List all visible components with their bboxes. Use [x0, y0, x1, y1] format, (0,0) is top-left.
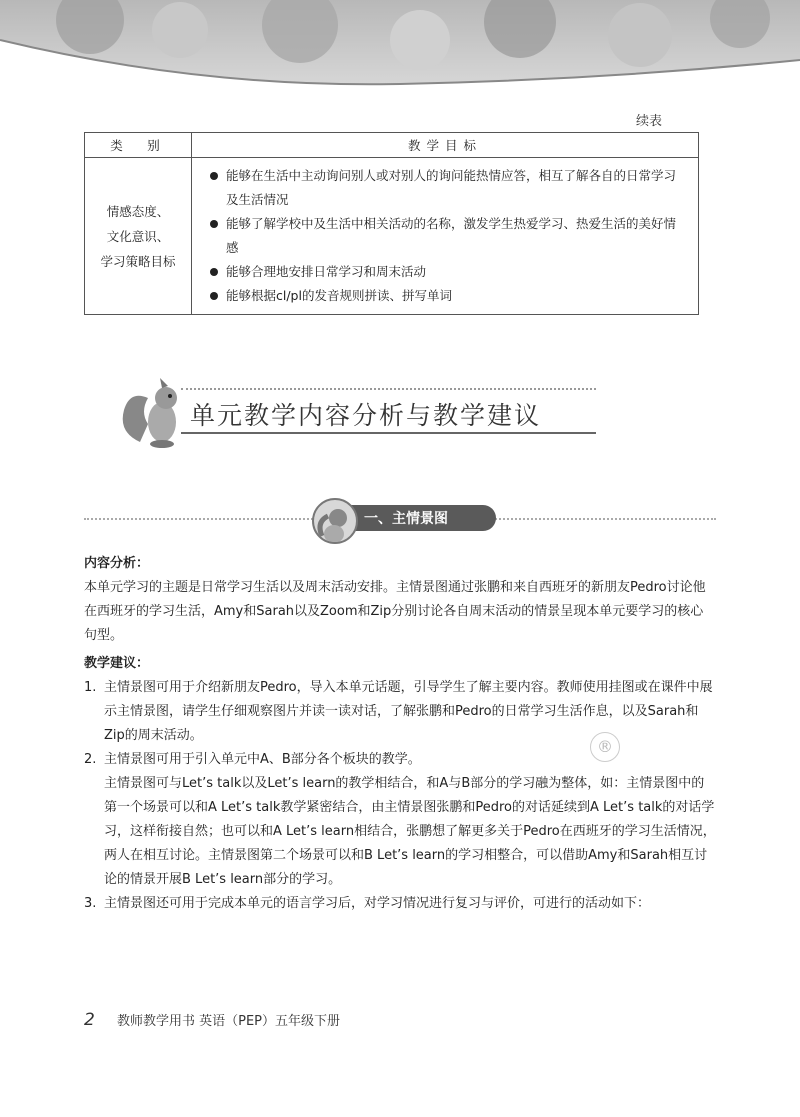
- suggestion-text: 主情景图还可用于完成本单元的语言学习后，对学习情况进行复习与评价，可进行的活动如下：: [104, 896, 651, 911]
- header-banner: [0, 0, 800, 95]
- goal-item: 能够在生活中主动询问别人或对别人的询问能热情应答，相互了解各自的日常学习及生活情况: [206, 164, 688, 212]
- goal-item: 能够了解学校中及生活中相关活动的名称，激发学生热爱学习、热爱生活的美好情感: [206, 212, 688, 260]
- squirrel-badge-icon: [312, 498, 358, 544]
- suggestion-item: [84, 676, 716, 748]
- suggestion-text: 主情景图可用于引入单元中A、B部分各个板块的教学。: [104, 752, 421, 767]
- page-footer: [84, 1010, 340, 1030]
- goal-item: 能够合理地安排日常学习和周末活动: [206, 260, 688, 284]
- body-text: [84, 552, 716, 916]
- goals-header: 教学目标: [192, 133, 699, 158]
- suggestion-number: 3.: [84, 896, 97, 911]
- suggestion-item: [84, 748, 716, 892]
- content-paragraph: 本单元学习的主题是日常学习生活以及周末活动安排。主情景图通过张鹏和来自西班牙的新朋友Pedro讨论他在西班牙的学习生活，Amy和Sarah以及Zoom和Zip分别讨论各自周末活动的情景呈现本单元要学习的核心句型。: [84, 580, 706, 643]
- section-bottom-rule: [181, 432, 596, 434]
- goal-item: 能够根据cl/pl的发音规则拼读、拼写单词: [206, 284, 688, 308]
- category-line: 文化意识、: [106, 229, 170, 244]
- page-number: 2: [84, 1010, 95, 1030]
- category-line: 学习策略目标: [100, 254, 176, 269]
- suggestion-heading: 教学建议：: [84, 656, 150, 671]
- content-heading: 内容分析：: [84, 556, 150, 571]
- category-line: 情感态度、: [106, 204, 170, 219]
- goals-cell: [192, 158, 699, 315]
- suggestion-text: 主情景图可用于介绍新朋友Pedro，导入本单元话题，引导学生了解主要内容。教师使用挂图或在课件中展示主情景图，请学生仔细观察图片并读一读对话，了解张鹏和Pedro的日常学习生活作息，以及Sarah和Zip的周末活动。: [104, 680, 713, 743]
- squirrel-icon: [118, 372, 188, 456]
- continued-label: 续表: [635, 114, 662, 129]
- suggestion-item: [84, 892, 716, 916]
- subsection-title: 一、主情景图: [364, 511, 448, 527]
- suggestion-number: 1.: [84, 680, 97, 695]
- goals-table: [84, 132, 699, 315]
- section-title: 单元教学内容分析与教学建议: [190, 401, 542, 430]
- category-header: 类 别: [85, 133, 192, 158]
- section-top-rule: [181, 388, 596, 390]
- suggestion-number: 2.: [84, 752, 97, 767]
- suggestion-detail: 主情景图可与Let’s talk以及Let’s learn的教学相结合，和A与B部分的学习融为整体，如：主情景图中的第一个场景可以和A Let’s talk教学紧密结合，由主情景图张鹏和Pedro的对话延续到A Let’s talk的对话学习，这样衔接自然；也可以和A Let’s learn相结合，张鹏想了解更多关于Pedro在西班牙的学习生活情况，两人在相互讨论。主情景图第二个场景可以和B Let’s learn的学习相整合，可以借助Amy和Sarah相互讨论的情景开展B Let’s learn部分的学习。: [104, 776, 716, 887]
- registered-mark: ®: [590, 732, 620, 762]
- category-cell: [85, 158, 192, 315]
- footer-text: 教师教学用书 英语（PEP）五年级下册: [116, 1014, 340, 1029]
